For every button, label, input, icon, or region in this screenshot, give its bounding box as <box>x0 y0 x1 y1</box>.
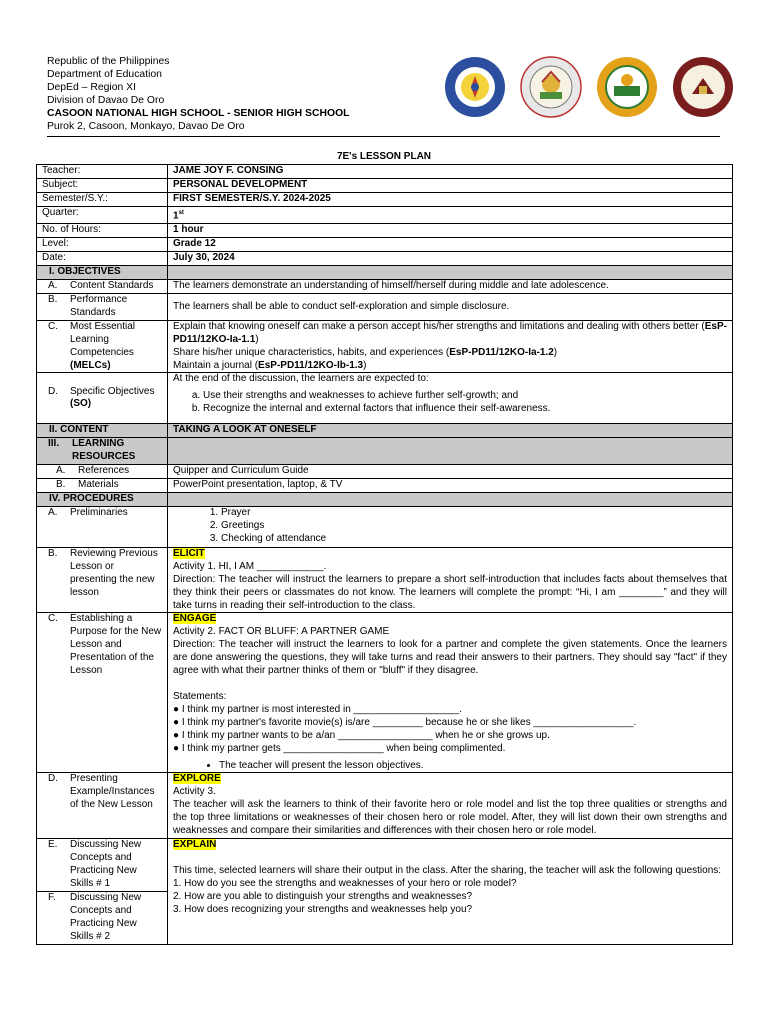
plan-title: 7E's LESSON PLAN <box>336 151 432 162</box>
preliminaries-list: 1. Prayer 2. Greetings 3. Checking of attendance <box>173 507 727 546</box>
quarter-suffix: st <box>178 210 184 216</box>
region-line: DepEd – Region XI <box>47 81 136 93</box>
department-line: Department of Education <box>47 68 162 80</box>
school-seal-logo <box>672 56 734 118</box>
row-content-standards: A. Content Standards The learners demonstrate an understanding of himself/herself during middle and late adolescence. <box>37 280 733 294</box>
school-address: Purok 2, Casoon, Monkayo, Davao De Oro <box>47 120 245 132</box>
info-row-subject: Subject: PERSONAL DEVELOPMENT <box>37 179 733 193</box>
info-row-date: Date: July 30, 2024 <box>37 252 733 266</box>
info-row-semester: Semester/S.Y.: FIRST SEMESTER/S.Y. 2024-2025 <box>37 193 733 207</box>
section-procedures: IV. PROCEDURES <box>37 493 733 507</box>
section-objectives: I. OBJECTIVES <box>37 266 733 280</box>
lesson-plan-table <box>36 164 733 945</box>
header-divider <box>47 136 720 137</box>
region-seal-logo <box>520 56 582 118</box>
row-performance-standards: B. Performance Standards The learners shall be able to conduct self-exploration and simple disclosure. <box>37 294 733 321</box>
elicit-tag: ELICIT <box>173 547 205 559</box>
section-content: II. CONTENT TAKING A LOOK AT ONESELF <box>37 424 733 438</box>
question-1: 1. How do you see the strengths and weaknesses of your hero or role model? <box>173 877 517 889</box>
row-discussing-2: F. Discussing New Concepts and Practicing New Skills # 2 <box>37 891 733 944</box>
info-row-quarter: Quarter: 1st <box>37 207 733 224</box>
letterhead <box>47 56 737 136</box>
question-2: 2. How are you able to distinguish your strengths and weaknesses? <box>173 890 473 902</box>
row-explore: D. Presenting Example/Instances of the New Lesson EXPLORE Activity 3. The teacher will ask the learners to think of their favorite hero or role model and list the top three qualities or strengths and the top three limitations or weaknesses of their chosen hero or role model. After, they will list down their own strengths and weaknesses and compare their similarities and differences with their chosen hero or role model. <box>37 773 733 839</box>
statement-4: ● I think my partner gets __________________ when being complimented. <box>173 742 506 754</box>
row-materials: B. Materials PowerPoint presentation, laptop, & TV <box>37 479 733 493</box>
specific-objectives-list: a. Use their strengths and weaknesses to achieve further self-growth; and b. Recognize the internal and external factors that influence their self-awareness. <box>173 390 727 416</box>
deped-seal-logo <box>444 56 506 118</box>
row-references: A. References Quipper and Curriculum Guide <box>37 465 733 479</box>
explore-tag: EXPLORE <box>173 773 221 785</box>
row-melcs: C. Most Essential Learning Competencies (MELCs) Explain that knowing oneself can make a person accept his/her strengths and limitations and dealing with others better (EsP-PD11/12KO-Ia-1.1) Share his/her unique characteristics, habits, and experiences (EsP-PD11/12KO-Ia-1.2) Maintain a journal (EsP-PD11/12KO-Ib-1.3) <box>37 320 733 373</box>
statement-3: ● I think my partner wants to be a/an _________________ when he or she grows up. <box>173 729 550 741</box>
explain-tag: EXPLAIN <box>173 838 217 850</box>
engage-tag: ENGAGE <box>173 613 217 625</box>
row-specific-objectives: D. Specific Objectives (SO) At the end of the discussion, the learners are expected to: a. Use their strengths and weaknesses to achieve further self-growth; and b. Recognize the internal and external factors that influence their self-awareness. <box>37 373 733 424</box>
quarter-value: 1 <box>173 210 179 222</box>
school-name: CASOON NATIONAL HIGH SCHOOL - SENIOR HIGH SCHOOL <box>47 107 350 119</box>
division-seal-logo <box>596 56 658 118</box>
logos <box>444 56 734 118</box>
row-discussing-1: E. Discussing New Concepts and Practicing New Skills # 1 EXPLAIN This time, selected learners will share their output in the class. After the sharing, the teacher will ask the following questions: 1. How do you see the strengths and weaknesses of your hero or role model? 2. How are you able to distinguish your strengths and weaknesses? 3. How does recognizing your strengths and weaknesses help you? <box>37 838 733 891</box>
row-preliminaries: A. Preliminaries 1. Prayer 2. Greetings 3. Checking of attendance <box>37 506 733 547</box>
section-learning-resources: III. LEARNING RESOURCES <box>37 438 733 465</box>
info-row-teacher: Teacher: JAME JOY F. CONSING <box>37 165 733 179</box>
info-row-hours: No. of Hours: 1 hour <box>37 224 733 238</box>
question-3: 3. How does recognizing your strengths and weaknesses help you? <box>173 903 473 915</box>
republic-line: Republic of the Philippines <box>47 56 170 67</box>
statement-2: ● I think my partner's favorite movie(s) is/are _________ because he or she likes __________________. <box>173 716 637 728</box>
info-row-level: Level: Grade 12 <box>37 238 733 252</box>
division-line: Division of Davao De Oro <box>47 94 165 106</box>
engage-bullets: • The teacher will present the lesson objectives. <box>173 760 727 773</box>
row-elicit: B. Reviewing Previous Lesson or presenting the new lesson ELICIT Activity 1. HI, I AM ____________. Direction: The teacher will instruct the learners to prepare a short self-introduction that includes facts about themselves that they think their peers or classmates do not know. The learners will complete the prompt: “Hi, I am ________” and they will take turns in reading their self-introduction to the class. <box>37 547 733 613</box>
row-engage: C. Establishing a Purpose for the New Lesson and Presentation of the Lesson ENGAGE Activity 2. FACT OR BLUFF: A PARTNER GAME Direction: The teacher will instruct the learners to look for a partner and complete the given statements. Once the learners are done answering the questions, they will take turns and read their answers to their partners. They should say "fact" if they agree with what their partner thinks of them or "bluff" if they disagree. Statements: ● I think my partner is most interested in ___________________. ● I think my partner's favorite movie(s) is/are _________ because he or she likes __________________. ● I think my partner wants to be a/an _________________ when he or she grows up. ● I think my partner gets __________________ when being complimented. • The teacher will present the lesson objectives. <box>37 613 733 773</box>
statement-1: ● I think my partner is most interested in ___________________. <box>173 703 462 715</box>
